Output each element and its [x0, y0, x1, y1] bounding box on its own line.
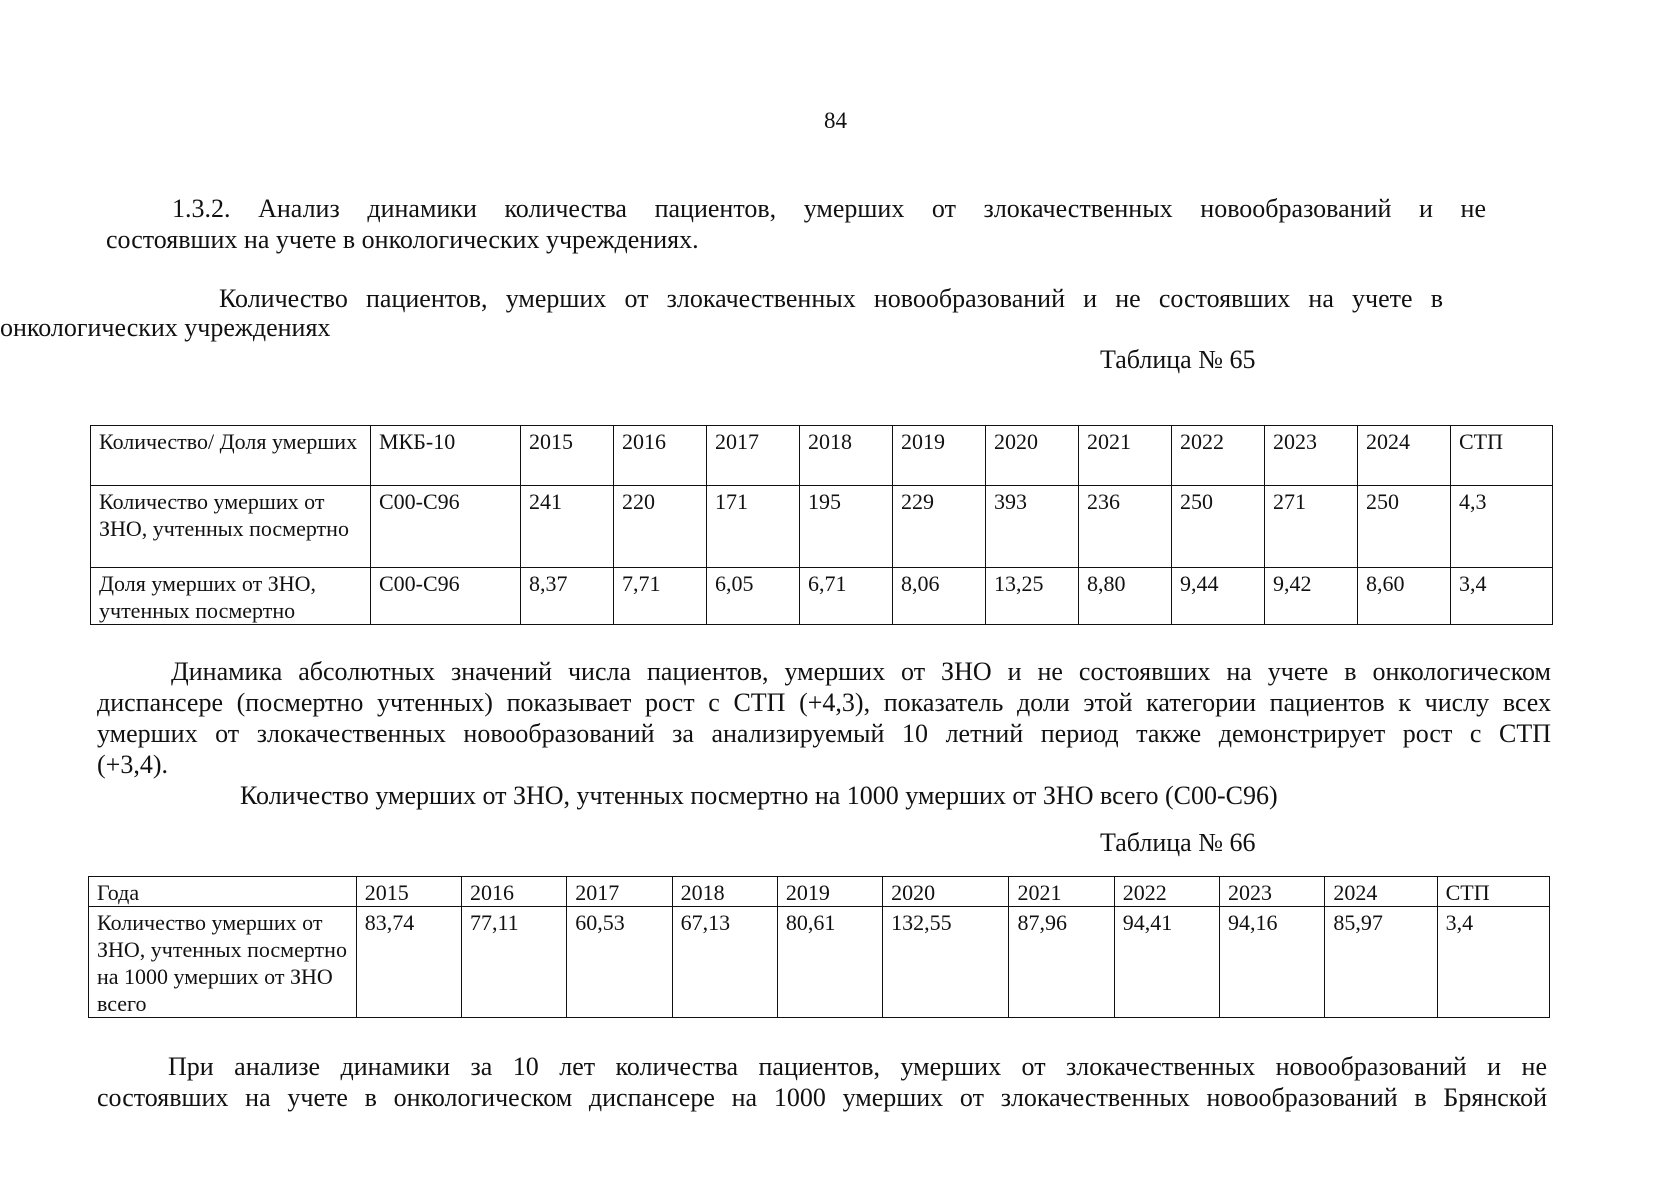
table-cell: 87,96 [1009, 907, 1114, 1018]
table65-caption-line-1: Количество пациентов, умерших от злокачественных новообразований и не состоявших на учете в [219, 284, 1443, 313]
table-header-cell: 2015 [356, 877, 461, 907]
table-cell: 250 [1358, 486, 1451, 568]
table-cell: 236 [1079, 486, 1172, 568]
table-header-cell: 2018 [800, 426, 893, 486]
paragraph1-line-4: (+3,4). [97, 750, 168, 779]
table-cell: 8,37 [521, 568, 614, 625]
table-cell: 8,06 [893, 568, 986, 625]
table-cell: 6,71 [800, 568, 893, 625]
table-66 [88, 876, 1550, 1018]
table-header-cell: 2015 [521, 426, 614, 486]
paragraph1-line-1: Динамика абсолютных значений числа пациентов, умерших от ЗНО и не состоявших на учете в онкологическом [171, 657, 1551, 686]
table-cell: 7,71 [614, 568, 707, 625]
table-cell: 250 [1172, 486, 1265, 568]
table-cell: 4,3 [1451, 486, 1553, 568]
table-row [89, 907, 1550, 1018]
table-cell: 94,41 [1114, 907, 1219, 1018]
table-cell: 9,42 [1265, 568, 1358, 625]
table-cell: 229 [893, 486, 986, 568]
table-header-cell: 2023 [1220, 877, 1325, 907]
page-number: 84 [824, 108, 847, 133]
table-cell: Доля умерших от ЗНО, учтенных посмертно [91, 568, 371, 625]
table-header-cell: Количество/ Доля умерших [91, 426, 371, 486]
table-row [91, 568, 1553, 625]
table-cell: 8,80 [1079, 568, 1172, 625]
table-header-cell: 2022 [1114, 877, 1219, 907]
table-cell: 60,53 [567, 907, 672, 1018]
table-cell: Количество умерших от ЗНО, учтенных посмертно на 1000 умерших от ЗНО всего [89, 907, 357, 1018]
table-header-cell: СТП [1451, 426, 1553, 486]
table-cell: 241 [521, 486, 614, 568]
table-header-cell: 2018 [672, 877, 777, 907]
table-header-cell: 2017 [707, 426, 800, 486]
table-header-cell: Года [89, 877, 357, 907]
section-heading-line-2: состоявших на учете в онкологических учреждениях. [106, 225, 699, 254]
table65-caption-line-2: онкологических учреждениях [0, 313, 331, 342]
table-cell: С00-С96 [371, 486, 521, 568]
table-header-row [91, 426, 1553, 486]
table-cell: 77,11 [462, 907, 567, 1018]
table-header-cell: МКБ-10 [371, 426, 521, 486]
table-header-cell: 2024 [1325, 877, 1437, 907]
table-cell: 83,74 [356, 907, 461, 1018]
section-heading-line-1: 1.3.2. Анализ динамики количества пациентов, умерших от злокачественных новообразований и не [172, 194, 1486, 223]
table-cell: С00-С96 [371, 568, 521, 625]
table-cell: 195 [800, 486, 893, 568]
table-cell: 6,05 [707, 568, 800, 625]
table-cell: 13,25 [986, 568, 1079, 625]
table-cell: 67,13 [672, 907, 777, 1018]
table-cell: 8,60 [1358, 568, 1451, 625]
paragraph1-line-3: умерших от злокачественных новообразований за анализируемый 10 летний период также демонстрирует рост с СТП [97, 719, 1551, 748]
table-header-cell: 2022 [1172, 426, 1265, 486]
table-65 [90, 425, 1553, 625]
table-header-cell: 2023 [1265, 426, 1358, 486]
table66-caption: Количество умерших от ЗНО, учтенных посмертно на 1000 умерших от ЗНО всего (С00-С96) [240, 781, 1278, 810]
paragraph2-line-1: При анализе динамики за 10 лет количества пациентов, умерших от злокачественных новообразований и не [168, 1052, 1547, 1081]
table-cell: 271 [1265, 486, 1358, 568]
table-header-cell: 2019 [893, 426, 986, 486]
table-cell: 3,4 [1437, 907, 1549, 1018]
table-cell: Количество умерших от ЗНО, учтенных посмертно [91, 486, 371, 568]
table-cell: 393 [986, 486, 1079, 568]
table-header-cell: СТП [1437, 877, 1549, 907]
table-header-cell: 2020 [883, 877, 1009, 907]
table-header-cell: 2024 [1358, 426, 1451, 486]
table-header-cell: 2021 [1009, 877, 1114, 907]
table-row [91, 486, 1553, 568]
table-cell: 132,55 [883, 907, 1009, 1018]
table-header-cell: 2019 [777, 877, 882, 907]
table-cell: 3,4 [1451, 568, 1553, 625]
table-header-cell: 2020 [986, 426, 1079, 486]
table-header-cell: 2017 [567, 877, 672, 907]
table65-number: Таблица № 65 [1100, 345, 1256, 374]
table-header-row [89, 877, 1550, 907]
table-cell: 80,61 [777, 907, 882, 1018]
table-cell: 94,16 [1220, 907, 1325, 1018]
table-cell: 85,97 [1325, 907, 1437, 1018]
table-header-cell: 2016 [614, 426, 707, 486]
table-cell: 220 [614, 486, 707, 568]
table66-number: Таблица № 66 [1100, 828, 1256, 857]
table-header-cell: 2016 [462, 877, 567, 907]
paragraph2-line-2: состоявших на учете в онкологическом диспансере на 1000 умерших от злокачественных новообразований в Брянской [97, 1083, 1547, 1112]
table-cell: 171 [707, 486, 800, 568]
table-cell: 9,44 [1172, 568, 1265, 625]
paragraph1-line-2: диспансере (посмертно учтенных) показывает рост с СТП (+4,3), показатель доли этой категории пациентов к числу всех [97, 688, 1551, 717]
table-header-cell: 2021 [1079, 426, 1172, 486]
